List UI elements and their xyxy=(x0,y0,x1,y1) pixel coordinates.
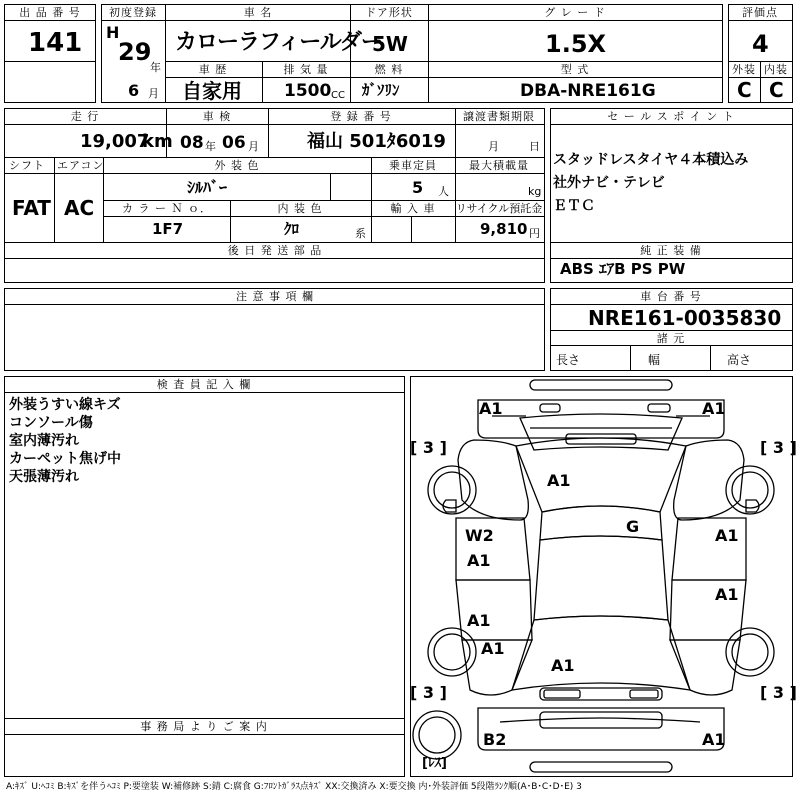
label-ext-color: 外 装 色 xyxy=(214,159,260,172)
aircon-type: AC xyxy=(64,196,95,220)
reg-month: 6 xyxy=(128,81,140,100)
rear-bumper xyxy=(478,708,724,750)
capacity-unit: 人 xyxy=(438,185,449,198)
genuine-equipment: ABS ｴｱB PS PW xyxy=(560,260,686,278)
sales-point-3: ＥＴＣ xyxy=(553,198,595,214)
label-office: 事 務 局 よ り ご 案 内 xyxy=(140,720,268,733)
inspection-year: 08 xyxy=(180,133,204,153)
front-bumper xyxy=(478,400,724,438)
model-code: DBA-NRE161G xyxy=(520,81,656,101)
overall-score: 4 xyxy=(752,30,769,58)
label-int: 内装 xyxy=(764,63,788,76)
label-grade: グ レ ー ド xyxy=(544,6,606,19)
label-history: 車 歴 xyxy=(198,63,228,76)
tire-tread-rear-right: [ 3 ] xyxy=(760,683,797,702)
sales-point-1: スタッドレスタイヤ４本積込み xyxy=(553,152,749,168)
tire-rear-left xyxy=(428,628,476,676)
vehicle-history: 自家用 xyxy=(182,79,242,103)
label-transfer: 譲渡書類期限 xyxy=(463,110,535,123)
displacement-unit: CC xyxy=(331,90,345,101)
mileage: 19,007 xyxy=(80,131,150,152)
damage-front-right-bumper: A1 xyxy=(702,399,726,418)
remark-line: 室内薄汚れ xyxy=(9,433,79,449)
label-recycle: リサイクル預託金 xyxy=(455,202,543,215)
inspection-year-unit: 年 xyxy=(205,140,216,153)
right-rear-quarter xyxy=(670,640,740,695)
damage-hood: A1 xyxy=(547,471,571,490)
rear-glass xyxy=(512,616,690,690)
sales-point-2: 社外ナビ・テレビ xyxy=(553,175,665,191)
label-shift: シフト xyxy=(9,159,45,172)
reg-year-unit: 年 xyxy=(150,61,161,74)
label-max-load: 最大積載量 xyxy=(469,159,529,172)
mileage-unit: km xyxy=(142,131,173,152)
remark-line: 外装うすい線キズ xyxy=(9,397,121,413)
label-car-name: 車 名 xyxy=(243,6,273,19)
interior-score: C xyxy=(769,78,784,102)
tire-tread-rear-left: [ 3 ] xyxy=(410,683,447,702)
tire-front-right xyxy=(726,466,774,514)
label-width: 幅 xyxy=(648,353,661,367)
label-mileage: 走 行 xyxy=(70,110,100,123)
label-inspector: 検 査 員 記 入 欄 xyxy=(156,378,252,391)
label-chassis: 車 台 番 号 xyxy=(640,290,702,303)
tire-front-left xyxy=(428,466,476,514)
label-fuel: 燃 料 xyxy=(374,63,404,76)
registration-number: 福山 501ﾀ6019 xyxy=(307,131,446,152)
transfer-day-unit: 日 xyxy=(529,140,540,153)
damage-right-rear-door: A1 xyxy=(715,585,739,604)
interior-color: ｸﾛ xyxy=(284,220,300,238)
label-lot-no: 出 品 番 号 xyxy=(19,6,81,19)
label-displacement: 排 気 量 xyxy=(283,63,329,76)
front-glass-lower xyxy=(540,506,662,540)
label-inspection: 車 検 xyxy=(202,110,232,123)
lot-number: 141 xyxy=(28,28,83,58)
label-capacity: 乗車定員 xyxy=(389,159,437,172)
label-reg-no: 登 録 番 号 xyxy=(330,110,392,123)
chassis-number: NRE161-0035830 xyxy=(588,306,782,330)
reg-year: 29 xyxy=(118,38,152,66)
spare-tire xyxy=(413,711,461,759)
interior-color-unit: 系 xyxy=(355,227,366,240)
rear-bumper-strip xyxy=(530,762,672,772)
label-genuine-equipment: 純 正 装 備 xyxy=(640,244,702,257)
door-type: 5W xyxy=(372,32,408,56)
damage-left-front-door-repair: W2 xyxy=(465,526,494,545)
damage-windshield: G xyxy=(626,517,640,536)
remark-line: コンソール傷 xyxy=(9,415,93,431)
label-later-parts: 後 日 発 送 部 品 xyxy=(227,244,323,257)
damage-rear-left-bumper: B2 xyxy=(483,730,507,749)
inspector-remarks xyxy=(9,396,121,486)
legend-line: A:ｷｽﾞ U:ﾍｺﾐ B:ｷｽﾞを伴うﾍｺﾐ P:要塗装 W:補修跡 S:錆 C:腐食 G:ﾌﾛﾝﾄｶﾞﾗｽ点ｷｽﾞ XX:交換済み X:要交換 内･外装評価 5段階ﾗﾝｸ順(A･B･C･D･E) 3 xyxy=(6,782,582,792)
inspection-month-unit: 月 xyxy=(248,140,259,153)
label-length: 長さ xyxy=(556,353,581,367)
color-number: 1F7 xyxy=(152,220,184,238)
damage-left-quarter: A1 xyxy=(481,639,505,658)
shift-type: FAT xyxy=(12,196,51,220)
label-int-color: 内 装 色 xyxy=(277,202,323,215)
label-model: 型 式 xyxy=(560,63,590,76)
fuel-type: ｶﾞｿﾘﾝ xyxy=(362,81,400,99)
label-score: 評価点 xyxy=(742,6,778,19)
label-imported: 輸 入 車 xyxy=(390,202,436,215)
damage-left-rear-door: A1 xyxy=(467,611,491,630)
remark-line: 天張薄汚れ xyxy=(9,469,79,485)
tire-rear-right xyxy=(726,628,774,676)
displacement: 1500 xyxy=(284,81,332,101)
label-ext: 外装 xyxy=(732,63,756,76)
label-dimensions: 諸 元 xyxy=(656,332,686,345)
era: H xyxy=(106,23,120,42)
car-name: カローラフィールダー xyxy=(175,30,382,55)
grade: 1.5X xyxy=(545,30,607,58)
damage-rear-hatch: A1 xyxy=(551,656,575,675)
tire-tread-front-left: [ 3 ] xyxy=(410,438,447,457)
spare-tire-note: [ﾚｽ] xyxy=(422,756,447,771)
label-first-reg: 初度登録 xyxy=(109,6,157,19)
recycle-fee-unit: 円 xyxy=(529,227,540,240)
exterior-score: C xyxy=(737,78,752,102)
reg-month-unit: 月 xyxy=(148,87,159,100)
damage-right-front-door: A1 xyxy=(715,526,739,545)
label-sales-points: セ ー ル ス ポ イ ン ト xyxy=(607,110,735,123)
damage-front-left-bumper: A1 xyxy=(479,399,503,418)
remark-line: カーペット焦げ中 xyxy=(9,451,121,467)
left-rear-door xyxy=(456,580,532,640)
label-notes: 注 意 事 項 欄 xyxy=(236,290,314,303)
seating-capacity: 5 xyxy=(412,178,424,197)
recycle-fee: 9,810 xyxy=(480,220,528,238)
load-unit: kg xyxy=(528,185,542,198)
damage-left-front-door: A1 xyxy=(467,551,491,570)
label-aircon: エアコン xyxy=(57,159,105,172)
damage-rear-right-bumper: A1 xyxy=(702,730,726,749)
front-bumper-strip xyxy=(530,380,672,390)
exterior-color: ｼﾙﾊﾞｰ xyxy=(187,178,228,197)
inspection-month: 06 xyxy=(222,133,246,153)
label-height: 高さ xyxy=(727,353,752,367)
transfer-month-unit: 月 xyxy=(488,140,499,153)
roof-panel xyxy=(534,536,668,620)
label-door: ドア形状 xyxy=(365,6,413,19)
tire-tread-front-right: [ 3 ] xyxy=(760,438,797,457)
label-color-no: カ ラ ー Ｎ ｏ． xyxy=(122,202,212,215)
